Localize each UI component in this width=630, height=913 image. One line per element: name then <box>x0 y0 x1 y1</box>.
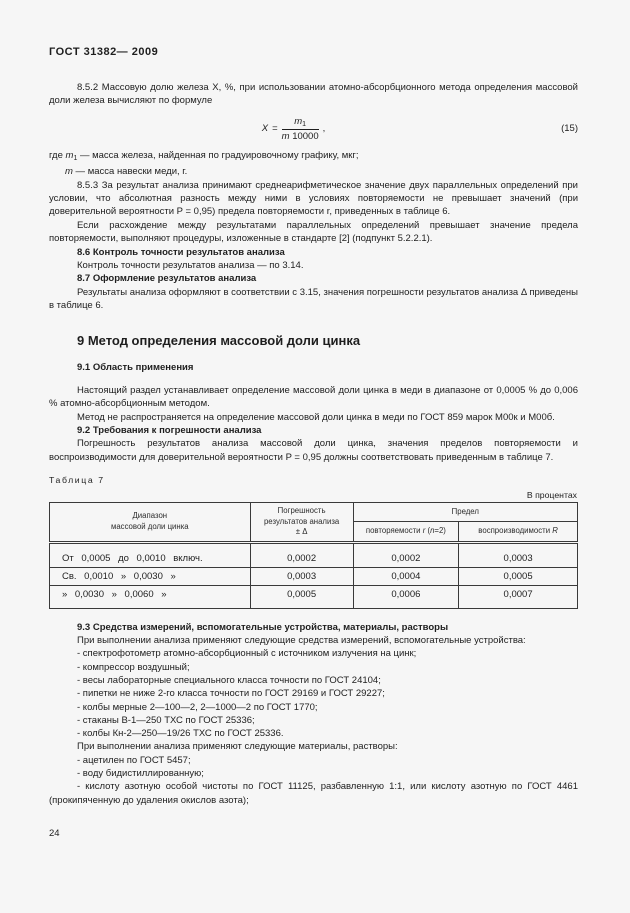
legend-prefix: где <box>49 149 66 161</box>
legend-description-m: — масса навески меди, г. <box>72 166 188 178</box>
cell-repeatability: 0,0004 <box>353 567 459 585</box>
legend-description-m1: — масса железа, найденная по градуировочному графику, мкг; <box>77 149 359 161</box>
table-row <box>50 542 578 567</box>
formula-15 <box>49 116 538 142</box>
range-header-line2: массовой доли цинка <box>110 521 189 531</box>
fraction-denominator <box>282 130 319 142</box>
formula-comma: , <box>322 123 326 135</box>
fraction-numerator <box>282 116 319 130</box>
cell-range: » 0,0030 » 0,0060 » <box>50 585 251 608</box>
list-item-water: - воду бидистиллированную; <box>77 768 204 779</box>
formula-legend-m1 <box>49 149 578 165</box>
legend-variable-m: m <box>65 166 73 178</box>
formula-number: (15) <box>561 123 578 135</box>
table-row <box>50 567 578 585</box>
cell-repeatability: 0,0006 <box>353 585 459 608</box>
column-header-reproducibility <box>459 522 578 542</box>
table-7 <box>49 502 578 609</box>
cell-reproducibility: 0,0007 <box>459 585 578 608</box>
formula-equals: = <box>272 123 278 135</box>
list-item-conical-flasks: - колбы Кн-2—250—19/26 ТХС по ГОСТ 25336. <box>77 728 284 740</box>
table-7-header <box>50 503 578 543</box>
numerator-subscript: 1 <box>302 120 307 128</box>
page-number: 24 <box>49 828 60 839</box>
materials-intro: При выполнении анализа применяют следующие материалы, растворы: <box>77 741 398 753</box>
legend-subscript: 1 <box>73 154 78 162</box>
paragraph-9-1-exclusion: Метод не распространяется на определение массовой доли цинка в меди по ГОСТ 859 марок М00к и М00б. <box>77 411 555 423</box>
repeatability-var-n: n <box>430 526 435 536</box>
column-header-range <box>50 503 251 543</box>
table-units-note: В процентах <box>526 490 577 501</box>
cell-error: 0,0002 <box>250 542 353 567</box>
error-header-line3: ± Δ <box>295 527 308 537</box>
heading-9-1: 9.1 Область применения <box>77 361 194 373</box>
cell-range: От 0,0005 до 0,0010 включ. <box>50 542 251 567</box>
paragraph-8-5-3: 8.5.3 За результат анализа принимают среднеарифметическое значение двух параллельных определений при условии, что абсолютная разность между ними в условиях повторяемости не превышает значений (при доверительной вероятности P = 0,95) предела повторяемости r, приведенных в таблице 6. <box>49 179 578 218</box>
error-header-line1: Погрешность <box>277 506 326 516</box>
section-9-title: 9 Метод определения массовой доли цинка <box>77 332 361 348</box>
legend-variable-m1: m <box>65 149 74 161</box>
formula-legend-m <box>49 165 578 178</box>
denominator-constant: 10000 <box>289 130 319 142</box>
paragraph-9-2: Погрешность результатов анализа массовой доли цинка, значения пределов повторяемости и воспроизводимости для доверительной вероятности P = 0,95 должны соответствовать приведенным в таблице 7. <box>49 438 578 463</box>
paragraph-discrepancy: Если расхождение между результатами параллельных определений превышает значение предела повторяемости, выполняют процедуры, изложенные в стандарте [2] (подпункт 5.2.2.1). <box>49 219 578 245</box>
heading-8-6: 8.6 Контроль точности результатов анализа <box>77 246 285 258</box>
list-item-acetylene: - ацетилен по ГОСТ 5457; <box>77 754 191 766</box>
cell-error: 0,0003 <box>250 567 353 585</box>
column-group-limit: Предел <box>353 503 577 522</box>
repeatability-paren: ( <box>425 526 431 536</box>
repeatability-text: повторяемости <box>365 526 423 536</box>
cell-repeatability: 0,0002 <box>353 542 459 567</box>
cell-error: 0,0005 <box>250 585 353 608</box>
paragraph-8-6: Контроль точности результатов анализа — по 3.14. <box>77 260 304 272</box>
column-header-repeatability <box>353 522 459 542</box>
table-row <box>50 585 578 608</box>
heading-9-3: 9.3 Средства измерений, вспомогательные устройства, материалы, растворы <box>77 621 449 633</box>
list-item-pipettes: - пипетки не ниже 2-го класса точности по ГОСТ 29169 и ГОСТ 29227; <box>77 688 385 700</box>
formula-lhs: X <box>261 123 269 135</box>
list-item-nitric-acid: - кислоту азотную особой чистоты по ГОСТ 11125, разбавленную 1:1, или кислоту азотную по ГОСТ 4461 (прокипяченную до удаления окислов азота); <box>49 781 578 806</box>
cell-range: Св. 0,0010 » 0,0030 » <box>50 567 251 585</box>
heading-9-2: 9.2 Требования к погрешности анализа <box>77 424 262 436</box>
paragraph-9-1-scope: Настоящий раздел устанавливает определение массовой доли цинка в меди в диапазоне от 0,0005 % до 0,006 % атомно-абсорбционным методом. <box>49 384 578 410</box>
table-header-row-1 <box>50 503 578 522</box>
list-item-scales: - весы лабораторные специального класса точности по ГОСТ 24104; <box>77 674 381 686</box>
numerator-variable: m <box>294 115 303 127</box>
table-7-label: Таблица 7 <box>49 475 105 486</box>
repeatability-close: =2) <box>434 526 446 536</box>
column-header-error <box>250 503 353 543</box>
table-7-body <box>50 542 578 608</box>
list-item-compressor: - компрессор воздушный; <box>77 661 190 673</box>
cell-reproducibility: 0,0005 <box>459 567 578 585</box>
list-item-spectrophotometer: - спектрофотометр атомно-абсорбционный с источником излучения на цинк; <box>77 648 417 660</box>
list-item-beakers: - стаканы В-1—250 ТХС по ГОСТ 25336; <box>77 714 255 726</box>
formula-row <box>49 116 578 142</box>
formula-expression <box>262 116 326 142</box>
cell-reproducibility: 0,0003 <box>459 542 578 567</box>
denominator-variable: m <box>281 130 290 142</box>
running-header: ГОСТ 31382— 2009 <box>49 46 159 58</box>
repeatability-var-r: r <box>422 526 426 536</box>
reproducibility-var-R: R <box>552 526 558 536</box>
range-header-line1: Диапазон <box>132 511 168 521</box>
formula-fraction <box>282 116 319 142</box>
paragraph-8-5-2: 8.5.2 Массовую долю железа X, %, при использовании атомно-абсорбционного метода определения массовой доли железа вычисляют по формуле <box>49 82 578 107</box>
error-header-line2: результатов анализа <box>263 516 340 526</box>
instruments-intro: При выполнении анализа применяют следующие средства измерений, вспомогательные устройства: <box>77 635 526 647</box>
paragraph-8-7: Результаты анализа оформляют в соответствии с 3.15, значения погрешности результатов анализа Δ приведены в таблице 6. <box>49 286 578 312</box>
list-item-flasks: - колбы мерные 2—100—2, 2—1000—2 по ГОСТ 1770; <box>77 701 318 713</box>
heading-8-7: 8.7 Оформление результатов анализа <box>77 273 257 285</box>
reproducibility-text: воспроизводимости <box>478 526 553 536</box>
